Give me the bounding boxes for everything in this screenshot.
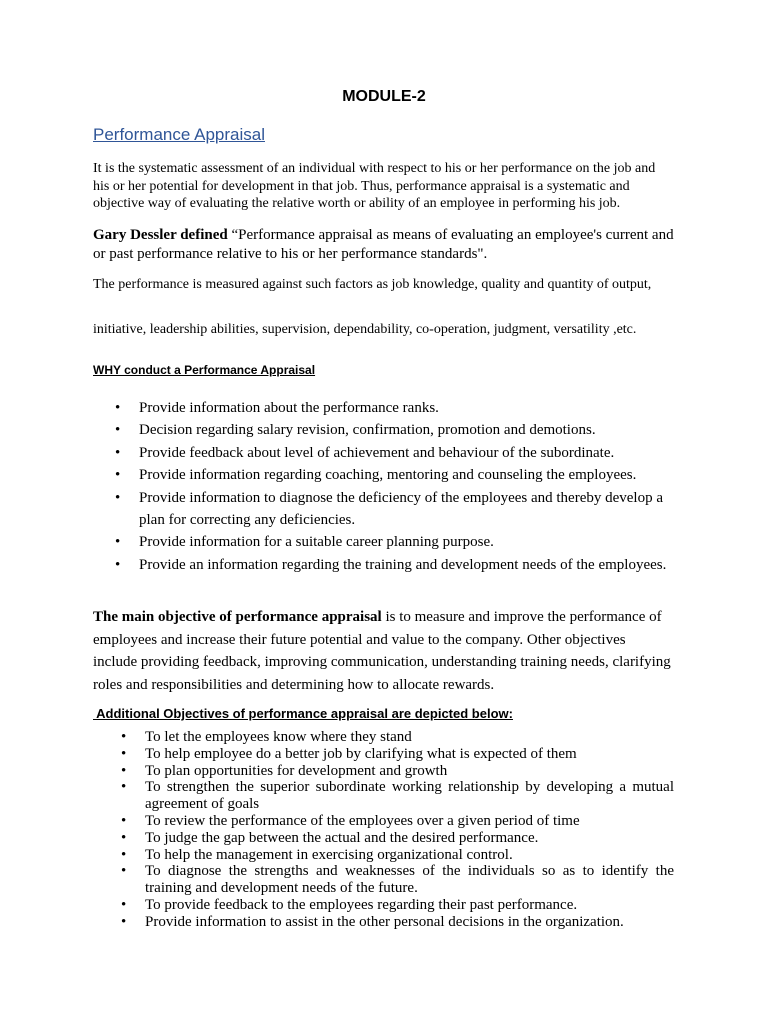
list-item: • Provide information for a suitable career planning purpose. — [93, 531, 683, 553]
list-item: • Provide feedback about level of achievement and behaviour of the subordinate. — [93, 442, 683, 464]
bullet-icon: • — [121, 896, 127, 913]
bullet-icon: • — [115, 534, 121, 551]
dessler-definition — [93, 226, 683, 264]
list-item: • Provide information regarding coaching, mentoring and counseling the employees. — [93, 464, 683, 486]
list-item: • Provide information to diagnose the deficiency of the employees and thereby develop a plan for correcting any deficiencies. — [93, 487, 683, 532]
bullet-icon: • — [115, 489, 121, 506]
list-item: • Provide an information regarding the training and development needs of the employees. — [93, 554, 683, 576]
bullet-icon: • — [115, 467, 121, 484]
bullet-icon: • — [115, 556, 121, 573]
bullet-icon: • — [121, 863, 127, 880]
dessler-bold-lead: Gary Dessler defined — [93, 227, 228, 243]
why-list — [93, 397, 683, 576]
additional-objectives-heading: Additional Objectives of performance appraisal are depicted below: — [93, 706, 513, 721]
bullet-icon: • — [121, 779, 127, 796]
factors-line-2: initiative, leadership abilities, supervision, dependability, co-operation, judgment, versatility ,etc. — [93, 322, 637, 337]
list-item: • To let the employees know where they stand — [121, 729, 412, 745]
intro-paragraph: It is the systematic assessment of an individual with respect to his or her performance on the job and his or her potential for development in that job. Thus, performance appraisal is a systematic and objective way of evaluating the relative worth or ability of an employee in performing his job. — [93, 161, 656, 211]
main-objective-paragraph — [93, 606, 673, 696]
main-objective-bold-lead: The main objective of performance appraisal — [93, 609, 382, 625]
additional-objectives-list — [93, 729, 674, 931]
list-item: • To provide feedback to the employees regarding their past performance. — [121, 896, 578, 913]
why-heading: WHY conduct a Performance Appraisal — [93, 363, 316, 377]
main-objective-text: is to measure and improve the performance of employees and increase their future potential and value to the company. Other objectives include providing feedback, improving communication, understanding training needs, clarifying roles and responsibilities and determining how to allocate rewards. — [93, 609, 671, 693]
factors-line-1: The performance is measured against such factors as job knowledge, quality and quantity of output, — [93, 277, 652, 292]
bullet-icon: • — [121, 762, 127, 779]
list-item: • To help the management in exercising organizational control. — [121, 846, 513, 863]
list-item: • Decision regarding salary revision, confirmation, promotion and demotions. — [93, 419, 683, 441]
bullet-icon: • — [121, 913, 127, 930]
bullet-icon: • — [115, 400, 121, 416]
list-item: • To judge the gap between the actual and the desired performance. — [121, 829, 539, 846]
bullet-icon: • — [115, 444, 121, 461]
bullet-icon: • — [121, 745, 127, 762]
list-item: • To strengthen the superior subordinate working relationship by developing a mutual agreement of goals — [121, 779, 674, 813]
bullet-icon: • — [115, 422, 121, 439]
list-item: • To help employee do a better job by clarifying what is expected of them — [121, 745, 577, 762]
list-item: • To review the performance of the employees over a given period of time — [121, 812, 580, 829]
dessler-quote: “Performance appraisal as means of evaluating an employee's current and or past performance relative to his or her performance standards". — [93, 227, 674, 262]
section-heading: Performance Appraisal — [93, 125, 265, 144]
list-item: • To plan opportunities for development and growth — [121, 762, 448, 779]
list-item: • Provide information to assist in the other personal decisions in the organization. — [121, 913, 624, 930]
list-item: • To diagnose the strengths and weaknesses of the individuals so as to identify the training and development needs of the future. — [121, 863, 674, 897]
bullet-icon: • — [121, 829, 127, 846]
bullet-icon: • — [121, 812, 127, 829]
list-item: • Provide information about the performance ranks. — [93, 397, 683, 419]
bullet-icon: • — [121, 729, 127, 745]
bullet-icon: • — [121, 846, 127, 863]
module-title: MODULE-2 — [342, 88, 426, 105]
